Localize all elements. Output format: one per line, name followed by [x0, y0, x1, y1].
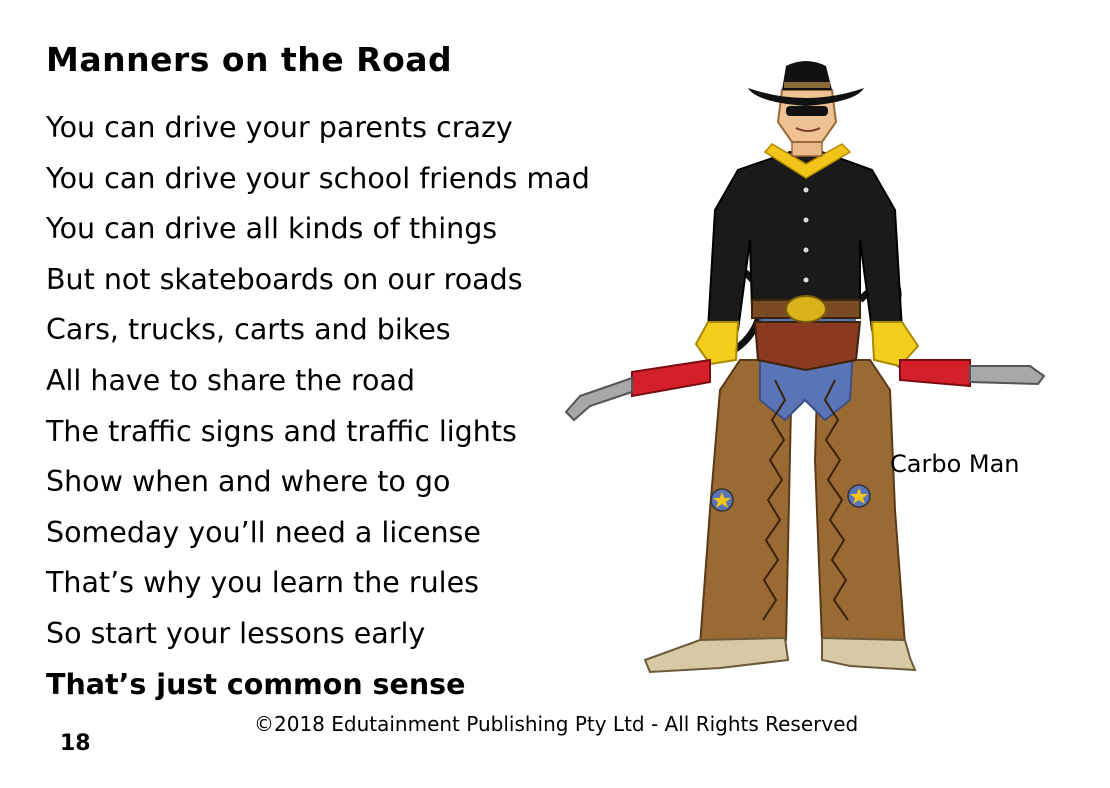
poem-line: But not skateboards on our roads: [46, 262, 523, 296]
poem-closing-line: That’s just common sense: [46, 667, 466, 701]
poem-line: So start your lessons early: [46, 616, 426, 650]
carbo-man-illustration: [560, 60, 1050, 690]
poem-line: You can drive your parents crazy: [46, 111, 513, 144]
poem-line: The traffic signs and traffic lights: [46, 414, 517, 448]
poem-line: Show when and where to go: [46, 465, 451, 499]
page-title: Manners on the Road: [46, 40, 453, 79]
copyright-footer: ©2018 Edutainment Publishing Pty Ltd - All Rights Reserved: [254, 712, 859, 736]
page-number: 18: [60, 731, 91, 756]
poem-line: You can drive all kinds of things: [46, 212, 498, 246]
poem-line: That’s why you learn the rules: [46, 566, 479, 600]
poem-line: Someday you’ll need a license: [46, 515, 481, 549]
poem: [46, 103, 590, 710]
poem-line: You can drive your school friends mad: [46, 161, 590, 195]
illustration-caption: Carbo Man: [890, 450, 1020, 478]
poem-line: All have to share the road: [46, 363, 416, 397]
poem-line: Cars, trucks, carts and bikes: [46, 313, 451, 347]
